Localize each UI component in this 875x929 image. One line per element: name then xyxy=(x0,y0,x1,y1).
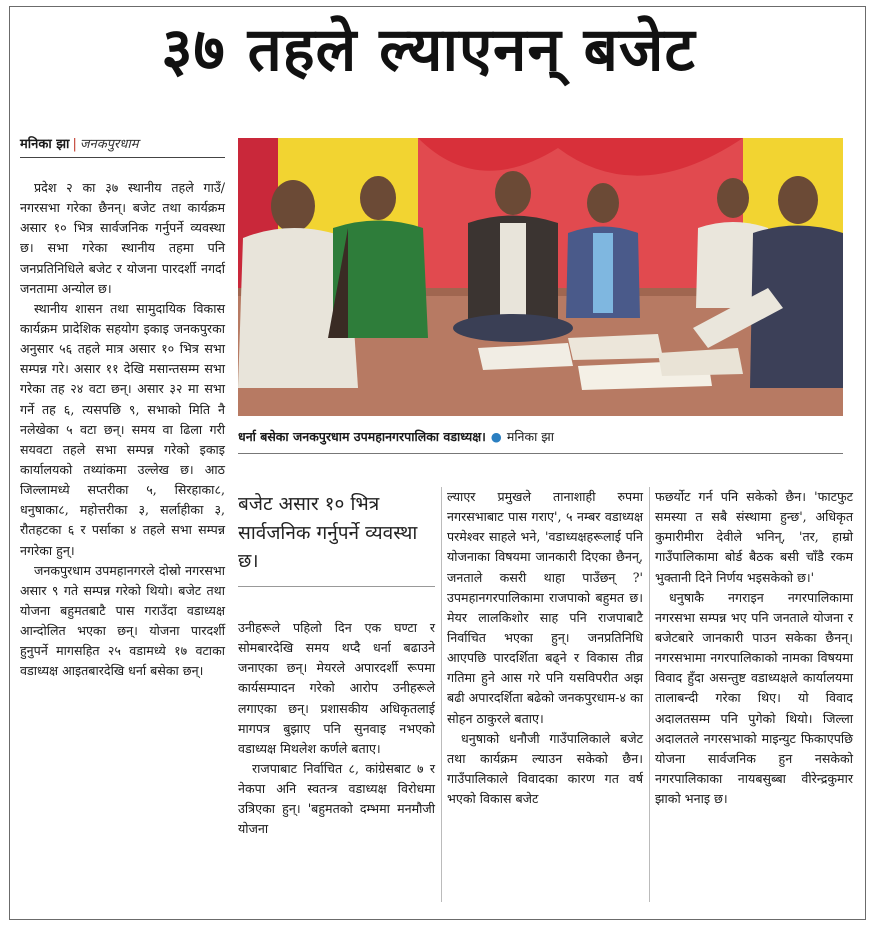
paragraph: प्रदेश २ का ३७ स्थानीय तहले गाउँ/नगरसभा गरेका छैनन्। बजेट तथा कार्यक्रम असार १० भित्र सार्वजनिक गर्नुपर्ने व्यवस्था छ। सभा गरेका स्थानीय तहमा पनि जनप्रतिनिधिले बजेट र योजना पारदर्शी नगर्दा जनतामा अन्योल छ। xyxy=(20,180,225,296)
column-divider xyxy=(441,487,442,902)
bullet-icon: ● xyxy=(490,429,502,444)
photo-caption xyxy=(238,428,843,454)
paragraph: धनुषाको धनौजी गाउँपालिकाले बजेट तथा कार्यक्रम ल्याउन सकेको छैन। गाउँपालिकाले विवादका कारण गत वर्ष भएको विकास बजेट xyxy=(447,730,643,807)
byline-separator: | xyxy=(72,137,77,152)
article-column-3 xyxy=(447,487,643,809)
photo-illustration xyxy=(238,138,843,416)
article-column-4 xyxy=(655,487,853,809)
byline xyxy=(20,134,225,158)
paragraph: जनकपुरधाम उपमहानगरले दोस्रो नगरसभा असार ९ गते सम्पन्न गरेको थियो। बजेट तथा योजना बहुमतबाटै पास गराउँदा वडाध्यक्ष आन्दोलित भएका छन्। योजना पारदर्शी हुनुपर्ने मागसहित २५ वडामध्ये १७ वटाका वडाध्यक्ष आइतबारदेखि धर्ना बसेका छन्। xyxy=(20,562,225,679)
article-column-1 xyxy=(20,178,225,682)
paragraph: फछर्योट गर्न पनि सकेको छैन। 'फाटफुट समस्या त सबै संस्थामा हुन्छ', अधिकृत कुमारीमीरा देवीले भनिन्, 'तर, हाम्रो गाउँपालिकामा बोर्ड बैठक बसी चाँडै रकम भुक्तानी दिने निर्णय भइसकेको छ।' xyxy=(655,489,853,585)
article-column-2 xyxy=(238,618,435,840)
news-photo xyxy=(238,138,843,416)
pull-quote: बजेट असार १० भित्र सार्वजनिक गर्नुपर्ने व्यवस्था छ। xyxy=(238,490,435,587)
caption-text: धर्ना बसेका जनकपुरधाम उपमहानगरपालिका वडाध्यक्ष। xyxy=(238,429,486,444)
paragraph: ल्याएर प्रमुखले तानाशाही रुपमा नगरसभाबाट पास गराए', ५ नम्बर वडाध्यक्ष परमेश्वर साहले भने, 'वडाध्यक्षहरूलाई पनि योजनाका विषयमा जानकारी दिएका छैनन्, जनताले कसरी थाहा पाउँछन् ?' उपमहानगरपालिकामा राजपाको बहुमत छ। मेयर लालकिशोर साह पनि राजपाबाटै निर्वाचित भएका हुन्। जनप्रतिनिधि आएपछि पारदर्शिता बढ्ने र विकास तीव्र गतिमा हुने आस गरे पनि यसविपरीत अझ बढी अपारदर्शिता बढेको जनकपुरधाम-४ का सोहन ठाकुरले बताए। xyxy=(447,489,643,726)
photo-credit: मनिका झा xyxy=(506,429,554,444)
paragraph: उनीहरूले पहिलो दिन एक घण्टा र सोमबारदेखि समय थप्दै धर्ना बढाउने जनाएका छन्। मेयरले अपारदर्शी रूपमा कार्यसम्पादन गरेको आरोप उनीहरूले लगाएका छन्। प्रशासकीय अधिकृतलाई मागपत्र बुझाए पनि सुनवाइ नभएको वडाध्यक्ष मिथलेश कर्णले बताए। xyxy=(238,620,435,756)
paragraph: स्थानीय शासन तथा सामुदायिक विकास कार्यक्रम प्रादेशिक सहयोग इकाइ जनकपुरका अनुसार ५६ तहले मात्र असार १० भित्र सभा सम्पन्न गरे। असार ११ देखि मसान्तसम्म सभा गरेका तह २४ वटा छन्। असार ३२ मा सभा गर्ने तह ६, त्यसपछि ९, सभाको मिति नै नलेखेका ५ वटा छन्। समय वा ढिला गरी सयवटा तहले सभा सम्पन्न गरेको इकाइ कार्यालयको तथ्यांकमा उल्लेख छ। आठ जिल्लामध्ये सप्तरीका ५, सिरहाका८, धनुषाका८, महोत्तरीका ३, सर्लाहीका ३, रौतहटका ६ र पर्साका ४ तहले सभा सम्पन्न नगरेका हुन्। xyxy=(20,300,225,558)
paragraph: धनुषाकै नगराइन नगरपालिकामा नगरसभा सम्पन्न भए पनि जनताले योजना र बजेटबारे जानकारी पाउन सकेका छैनन्। नगरसभामा नगरपालिकाको नामका विषयमा विवाद हुँदा असन्तुष्ट वडाध्यक्षले कार्यालयमा तालाबन्दी गरेका थिए। यो विवाद अदालतसम्म पनि पुगेको थियो। जिल्ला अदालतले नगरसभाको माइन्युट फिकाएपछि योजना सार्वजनिक हुन नसकेको नगरपालिकाका नायबसुब्बा वीरेन्द्रकुमार झाको भनाइ छ। xyxy=(655,589,853,807)
headline: ३७ तहले ल्याएनन् बजेट xyxy=(161,15,696,85)
author-name: मनिका झा xyxy=(20,137,70,152)
dateline-location: जनकपुरधाम xyxy=(79,137,139,152)
column-divider xyxy=(649,487,650,902)
paragraph: राजपाबाट निर्वाचित ८, कांग्रेसबाट ७ र नेकपा अनि स्वतन्त्र वडाध्यक्ष विरोधमा उत्रिएका हुन्। 'बहुमतको दम्भमा मनमौजी योजना xyxy=(238,760,435,837)
